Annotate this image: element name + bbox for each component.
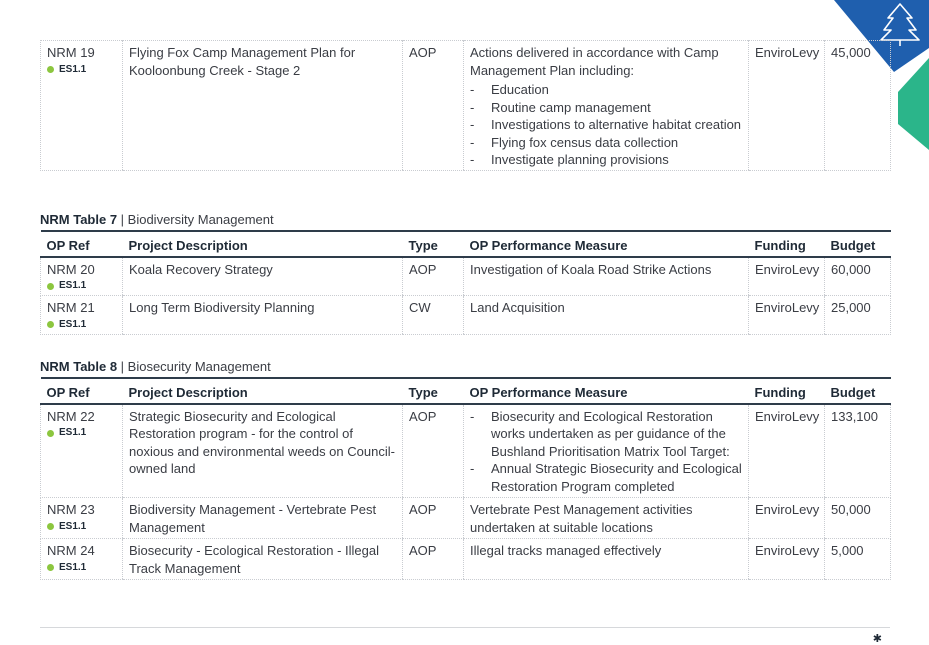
green-dot-icon xyxy=(47,321,54,328)
list-item: - Education xyxy=(470,81,742,99)
budget: 133,100 xyxy=(825,404,891,498)
table-row xyxy=(41,539,891,580)
type: CW xyxy=(403,296,464,335)
performance-measure: Illegal tracks managed effectively xyxy=(464,539,749,580)
op-ref-cell xyxy=(41,296,123,335)
budget: 50,000 xyxy=(825,498,891,539)
type: AOP xyxy=(403,498,464,539)
es-badge: ES1.1 xyxy=(47,561,116,575)
list-item: - Biosecurity and Ecological Restoration works undertaken as per guidance of the Bushland Prioritisation Matrix Tool Target: xyxy=(470,408,742,461)
header-description: Project Description xyxy=(128,238,248,253)
table-caption: NRM Table 7 | Biodiversity Management xyxy=(40,212,274,227)
budget: 60,000 xyxy=(825,257,891,296)
table-row xyxy=(41,498,891,539)
table-nrm-continued xyxy=(40,40,891,171)
funding: EnviroLevy xyxy=(749,257,825,296)
op-ref: NRM 19 xyxy=(47,45,95,60)
table-row xyxy=(41,404,891,498)
table-row xyxy=(41,41,891,171)
budget: 25,000 xyxy=(825,296,891,335)
list-item: - Investigate planning provisions xyxy=(470,151,742,169)
project-description: Long Term Biodiversity Planning xyxy=(123,296,403,335)
funding: EnviroLevy xyxy=(749,296,825,335)
es-badge: ES1.1 xyxy=(47,426,116,440)
green-dot-icon xyxy=(47,430,54,437)
performance-measure: Actions delivered in accordance with Camp Management Plan including: - Education - Routine camp management - Investigations to alternative habitat creation - Flying fox census data collection - Investigate planning provisions xyxy=(464,41,749,171)
es-badge: ES1.1 xyxy=(47,279,116,293)
header-measure: OP Performance Measure xyxy=(469,238,628,253)
header-funding: Funding xyxy=(754,385,806,400)
type: AOP xyxy=(403,539,464,580)
performance-measure: Land Acquisition xyxy=(464,296,749,335)
table-header xyxy=(41,378,891,404)
header-op-ref: OP Ref xyxy=(46,238,90,253)
header-type: Type xyxy=(408,385,438,400)
project-description: Flying Fox Camp Management Plan for Kooloonbung Creek - Stage 2 xyxy=(123,41,403,171)
budget: 5,000 xyxy=(825,539,891,580)
op-ref: NRM 23 xyxy=(47,502,95,517)
header-budget: Budget xyxy=(830,385,876,400)
list-item: - Investigations to alternative habitat creation xyxy=(470,116,742,134)
es-badge: ES1.1 xyxy=(47,520,116,534)
header-type: Type xyxy=(408,238,438,253)
project-description: Biosecurity - Ecological Restoration - Illegal Track Management xyxy=(123,539,403,580)
footer-asterisk-icon: ✱ xyxy=(872,633,882,645)
list-item: - Annual Strategic Biosecurity and Ecological Restoration Program completed xyxy=(470,460,742,495)
funding: EnviroLevy xyxy=(749,498,825,539)
op-ref-cell xyxy=(41,41,123,171)
op-ref-cell xyxy=(41,498,123,539)
es-badge: ES1.1 xyxy=(47,63,116,77)
measure-list xyxy=(470,81,742,169)
project-description: Koala Recovery Strategy xyxy=(123,257,403,296)
op-ref-cell xyxy=(41,539,123,580)
funding: EnviroLevy xyxy=(749,539,825,580)
project-description: Strategic Biosecurity and Ecological Restoration program - for the control of noxious and environmental weeds on Council-owned land xyxy=(123,404,403,498)
performance-measure: Vertebrate Pest Management activities undertaken at suitable locations xyxy=(464,498,749,539)
type: AOP xyxy=(403,404,464,498)
header-budget: Budget xyxy=(830,238,876,253)
green-dot-icon xyxy=(47,283,54,290)
header-funding: Funding xyxy=(754,238,806,253)
op-ref: NRM 24 xyxy=(47,543,95,558)
footer-divider xyxy=(40,627,890,628)
op-ref: NRM 22 xyxy=(47,408,95,424)
table-row xyxy=(41,257,891,296)
list-item: - Routine camp management xyxy=(470,99,742,117)
performance-measure: Investigation of Koala Road Strike Actions xyxy=(464,257,749,296)
funding: EnviroLevy xyxy=(749,404,825,498)
header-op-ref: OP Ref xyxy=(46,385,90,400)
funding: EnviroLevy xyxy=(749,41,825,171)
table-header xyxy=(41,231,891,257)
green-dot-icon xyxy=(47,564,54,571)
performance-measure xyxy=(464,404,749,498)
table-7-biodiversity xyxy=(40,230,891,335)
op-ref: NRM 20 xyxy=(47,261,95,277)
project-description: Biodiversity Management - Vertebrate Pest Management xyxy=(123,498,403,539)
header-description: Project Description xyxy=(128,385,248,400)
table-row xyxy=(41,296,891,335)
header-measure: OP Performance Measure xyxy=(469,385,628,400)
es-badge: ES1.1 xyxy=(47,318,116,332)
measure-list xyxy=(470,408,742,496)
op-ref-cell xyxy=(41,404,123,498)
type: AOP xyxy=(403,41,464,171)
table-8-biosecurity xyxy=(40,377,891,580)
op-ref: NRM 21 xyxy=(47,300,95,315)
budget: 45,000 xyxy=(825,41,891,171)
list-item: - Flying fox census data collection xyxy=(470,134,742,152)
green-dot-icon xyxy=(47,523,54,530)
green-dot-icon xyxy=(47,66,54,73)
table-caption: NRM Table 8 | Biosecurity Management xyxy=(40,359,271,374)
op-ref-cell xyxy=(41,257,123,296)
type: AOP xyxy=(403,257,464,296)
